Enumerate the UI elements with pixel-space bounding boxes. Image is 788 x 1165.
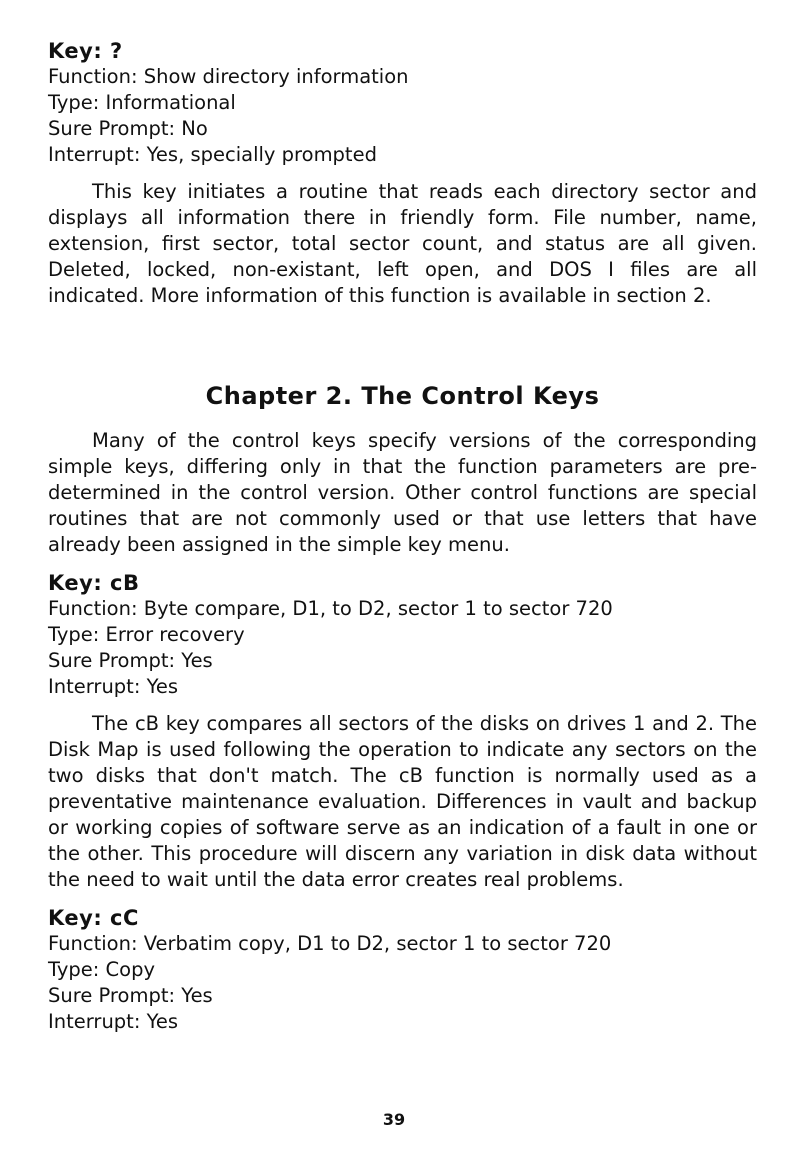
- description-paragraph: This key initiates a routine that reads each directory sector and displays all information there in friendly form. File number, name, extension, first sector, total sector count, and status are all given. Deleted, locked, non-existant, left open, and DOS I files are all indicated. More information of this function is available in section 2.: [48, 180, 757, 307]
- key-section-question: [48, 38, 757, 309]
- chapter-title: Chapter 2. The Control Keys: [205, 382, 600, 410]
- key-heading: Key: ?: [48, 39, 123, 63]
- type-line: Type: Copy: [48, 958, 156, 981]
- sure-prompt-line: Sure Prompt: Yes: [48, 984, 213, 1007]
- type-line: Type: Error recovery: [48, 623, 245, 646]
- function-line: Function: Verbatim copy, D1 to D2, sector 1 to sector 720: [48, 932, 612, 955]
- function-line: Function: Show directory information: [48, 65, 409, 88]
- page-number: 39: [382, 1110, 406, 1129]
- interrupt-line: Interrupt: Yes, specially prompted: [48, 143, 377, 166]
- function-line: Function: Byte compare, D1, to D2, sector 1 to sector 720: [48, 597, 613, 620]
- interrupt-line: Interrupt: Yes: [48, 1010, 179, 1033]
- key-section-cb: [48, 570, 757, 893]
- key-section-cc: [48, 905, 757, 1035]
- description-paragraph: The cB key compares all sectors of the disks on drives 1 and 2. The Disk Map is used following the operation to indicate any sectors on the two disks that don't match. The cB function is normally used as a preventative maintenance evaluation. Differences in vault and backup or working copies of software serve as an indication of a fault in one or the other. This procedure will discern any variation in disk data without the need to wait until the data error creates real problems.: [48, 712, 757, 891]
- key-heading: Key: cC: [48, 906, 139, 930]
- type-line: Type: Informational: [48, 91, 236, 114]
- key-heading: Key: cB: [48, 571, 140, 595]
- sure-prompt-line: Sure Prompt: Yes: [48, 649, 213, 672]
- chapter-intro-paragraph: Many of the control keys specify versions of the corresponding simple keys, differing only in that the function parameters are pre-determined in the control version. Other control functions are special routines that are not commonly used or that use letters that have already been assigned in the simple key menu.: [48, 429, 757, 556]
- document-page: [48, 38, 757, 1035]
- interrupt-line: Interrupt: Yes: [48, 675, 179, 698]
- sure-prompt-line: Sure Prompt: No: [48, 117, 208, 140]
